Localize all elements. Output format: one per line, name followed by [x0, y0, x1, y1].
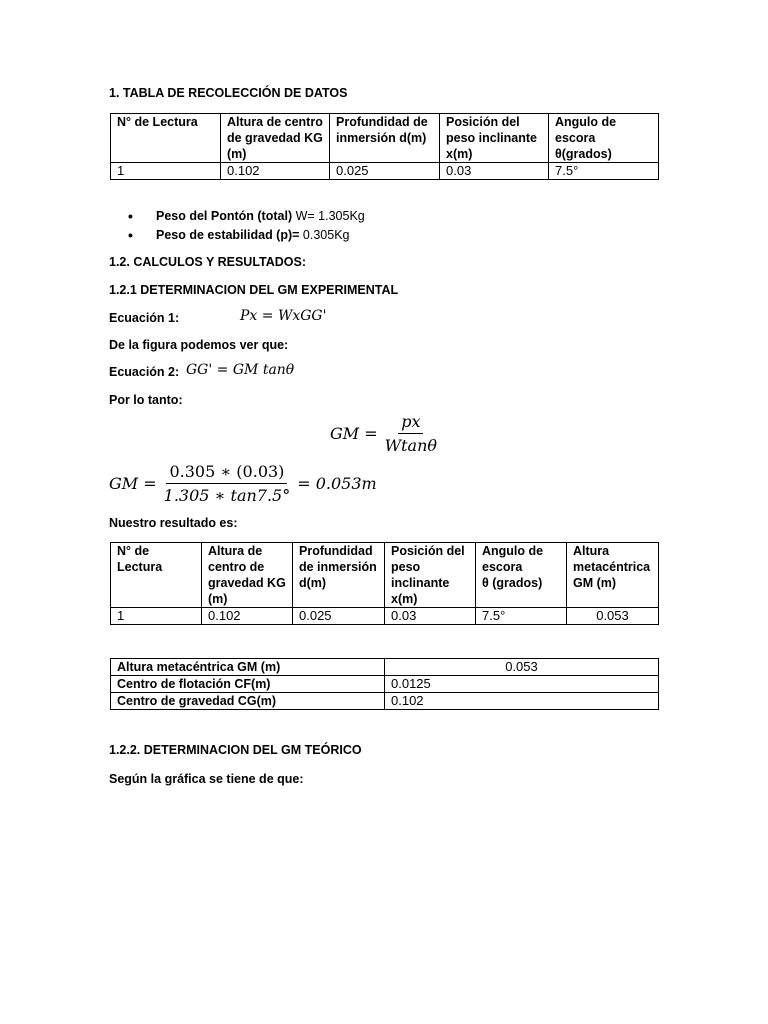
calc-fraction	[161, 462, 294, 505]
table-cell: 0.025	[330, 163, 440, 180]
table-cell: 0.102	[385, 693, 659, 710]
section-heading-gm-experimental: 1.2.1 DETERMINACION DEL GM EXPERIMENTAL	[109, 283, 399, 297]
calc-denominator: 1.305 ∗ tan7.5°	[163, 486, 291, 505]
header-cell: N° de Lectura	[111, 543, 202, 608]
table-cell: 1	[111, 163, 221, 180]
formula-fraction	[382, 412, 440, 455]
section-heading-data-table: 1. TABLA DE RECOLECCIÓN DE DATOS	[109, 86, 348, 100]
table-header-row	[111, 114, 659, 163]
equation-2: GG' = GM tanθ	[186, 362, 295, 378]
table-cell: Altura metacéntrica GM (m)	[111, 659, 385, 676]
equation-2-label: Ecuación 2:	[109, 365, 180, 379]
formula-denominator: Wtanθ	[384, 436, 438, 455]
table-cell: 0.053	[567, 608, 659, 625]
table-row	[111, 659, 659, 676]
summary-table	[110, 658, 659, 710]
table-row	[111, 693, 659, 710]
gm-calculation	[109, 462, 377, 505]
table-cell: 0.025	[293, 608, 385, 625]
formula-numerator: px	[398, 412, 423, 434]
table-header-row	[111, 543, 659, 608]
table-cell: 1	[111, 608, 202, 625]
section-heading-gm-theoretical: 1.2.2. DETERMINACION DEL GM TEÓRICO	[109, 743, 362, 757]
table-cell: 0.102	[221, 163, 330, 180]
data-collection-table	[110, 113, 659, 180]
calc-result: = 0.053m	[297, 474, 377, 493]
gm-formula	[330, 412, 440, 455]
table-cell: 7.5°	[476, 608, 567, 625]
header-cell: Altura de centro de gravedad KG (m)	[221, 114, 330, 163]
result-text: Nuestro resultado es:	[109, 516, 238, 530]
table-cell: 7.5°	[549, 163, 659, 180]
equation-1: Px = WxGG'	[240, 308, 327, 324]
table-cell: 0.0125	[385, 676, 659, 693]
header-cell: Posición del peso inclinante x(m)	[440, 114, 549, 163]
results-table	[110, 542, 659, 625]
table-cell: 0.102	[202, 608, 293, 625]
header-cell: Altura de centro de gravedad KG (m)	[202, 543, 293, 608]
therefore-text: Por lo tanto:	[109, 393, 183, 407]
list-item: • Peso de estabilidad (p)= 0.305Kg	[128, 226, 365, 245]
table-row	[111, 676, 659, 693]
bullet-list	[128, 207, 365, 245]
section-heading-calculations: 1.2. CALCULOS Y RESULTADOS:	[109, 255, 307, 269]
header-cell: Altura metacéntrica GM (m)	[567, 543, 659, 608]
table-cell: Centro de gravedad CG(m)	[111, 693, 385, 710]
formula-lhs: GM =	[330, 424, 378, 443]
header-cell: Angulo de escora θ (grados)	[476, 543, 567, 608]
graph-text: Según la gráfica se tiene de que:	[109, 772, 304, 786]
table-cell: 0.03	[440, 163, 549, 180]
header-cell: Profundidad de inmersión d(m)	[293, 543, 385, 608]
list-item: • Peso del Pontón (total) W= 1.305Kg	[128, 207, 365, 226]
figure-text: De la figura podemos ver que:	[109, 338, 289, 352]
calc-lhs: GM =	[109, 474, 157, 493]
equation-1-label: Ecuación 1:	[109, 311, 180, 325]
header-cell: Profundidad de inmersión d(m)	[330, 114, 440, 163]
table-row	[111, 163, 659, 180]
table-cell: 0.053	[385, 659, 659, 676]
table-row	[111, 608, 659, 625]
header-cell: Angulo de escora θ(grados)	[549, 114, 659, 163]
header-cell: Posición del peso inclinante x(m)	[385, 543, 476, 608]
calc-numerator: 0.305 ∗ (0.03)	[166, 462, 287, 484]
header-cell: N° de Lectura	[111, 114, 221, 163]
table-cell: Centro de flotación CF(m)	[111, 676, 385, 693]
table-cell: 0.03	[385, 608, 476, 625]
